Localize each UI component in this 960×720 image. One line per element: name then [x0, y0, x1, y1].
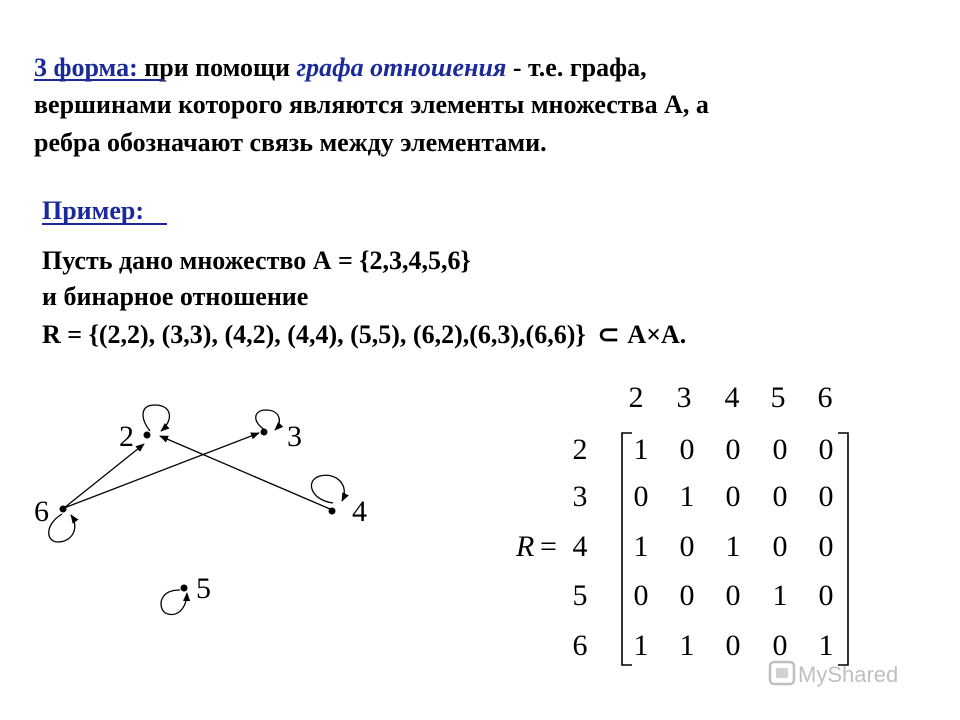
- loop-6: [49, 514, 75, 542]
- relation-graph: [34, 405, 367, 615]
- example-line-1: Пусть дано множество А = {2,3,4,5,6}: [42, 246, 471, 275]
- edge-6-3: [64, 433, 259, 508]
- heading-text-1b: - т.е. графа,: [506, 53, 647, 82]
- vertex-4: [329, 508, 336, 515]
- edge-6-2: [64, 444, 144, 508]
- heading-line-2: вершинами которого являются элементы множества А, а: [34, 90, 709, 119]
- row-header-6: 6: [572, 629, 588, 662]
- cell-r5-c2: 1: [679, 629, 695, 662]
- matrix-right-bracket: [838, 433, 848, 665]
- cell-r4-c2: 0: [679, 579, 695, 612]
- cell-r2-c4: 0: [772, 480, 788, 513]
- cell-r1-c1: 1: [633, 433, 649, 466]
- watermark: [770, 662, 898, 687]
- example-line-3: [42, 320, 686, 349]
- heading-line-3: ребра обозначают связь между элементами.: [34, 128, 547, 157]
- cell-r2-c3: 0: [725, 480, 741, 513]
- cell-r3-c1: 1: [633, 530, 649, 563]
- cell-r1-c5: 0: [818, 433, 834, 466]
- vertex-label-3: 3: [287, 420, 302, 453]
- cell-r3-c5: 0: [818, 530, 834, 563]
- cell-r3-c2: 0: [679, 530, 695, 563]
- heading-italic-term: графа отношения: [296, 53, 507, 82]
- matrix-left-bracket: [622, 433, 632, 665]
- vertex-5: [181, 585, 188, 592]
- col-header-3: 3: [676, 381, 692, 414]
- matrix-equals: =: [540, 530, 557, 563]
- cell-r5-c5: 1: [818, 629, 834, 662]
- cartesian-product: A×A.: [627, 320, 687, 349]
- form-label: 3 форма:: [34, 53, 138, 82]
- loop-3: [256, 410, 280, 430]
- cell-r4-c1: 0: [633, 579, 649, 612]
- col-header-4: 4: [724, 381, 740, 414]
- cell-r4-c4: 1: [772, 579, 788, 612]
- example-label: Пример:: [42, 196, 145, 225]
- row-header-3: 3: [572, 480, 588, 513]
- edge-4-2: [160, 436, 330, 509]
- subset-symbol: ⊂: [597, 320, 620, 349]
- cell-r5-c1: 1: [633, 629, 649, 662]
- loop-2: [143, 405, 169, 431]
- cell-r5-c4: 0: [772, 629, 788, 662]
- cell-r4-c5: 0: [818, 579, 834, 612]
- example-line-2: и бинарное отношение: [42, 282, 309, 311]
- relation-set: R = {(2,2), (3,3), (4,2), (4,4), (5,5), (6,2),(6,3),(6,6)}: [42, 320, 586, 349]
- vertex-label-4: 4: [352, 495, 367, 528]
- col-header-2: 2: [628, 381, 644, 414]
- cell-r5-c3: 0: [725, 629, 741, 662]
- loop-4: [311, 475, 344, 503]
- vertex-label-2: 2: [119, 420, 134, 453]
- vertex-3: [261, 429, 268, 436]
- vertex-6: [60, 506, 67, 513]
- heading-text-1a: при помощи: [137, 53, 297, 82]
- row-header-4: 4: [572, 530, 588, 563]
- cell-r4-c3: 0: [725, 579, 741, 612]
- cell-r1-c3: 0: [725, 433, 741, 466]
- watermark-logo-icon: [770, 662, 794, 684]
- cell-r2-c2: 1: [679, 480, 695, 513]
- vertex-2: [144, 432, 151, 439]
- col-header-6: 6: [817, 381, 833, 414]
- vertex-label-5: 5: [196, 572, 211, 605]
- row-header-2: 2: [572, 433, 588, 466]
- vertex-label-6: 6: [34, 495, 49, 528]
- cell-r2-c5: 0: [818, 480, 834, 513]
- cell-r2-c1: 0: [633, 480, 649, 513]
- watermark-text: MyShared: [798, 662, 899, 687]
- col-header-5: 5: [770, 381, 786, 414]
- loop-5: [161, 590, 187, 615]
- cell-r1-c4: 0: [772, 433, 788, 466]
- heading-line-1: [34, 53, 647, 82]
- cell-r3-c3: 1: [725, 530, 741, 563]
- row-header-5: 5: [572, 579, 588, 612]
- relation-matrix: [515, 381, 848, 665]
- cell-r3-c4: 0: [772, 530, 788, 563]
- matrix-name: R: [516, 530, 535, 563]
- cell-r1-c2: 0: [679, 433, 695, 466]
